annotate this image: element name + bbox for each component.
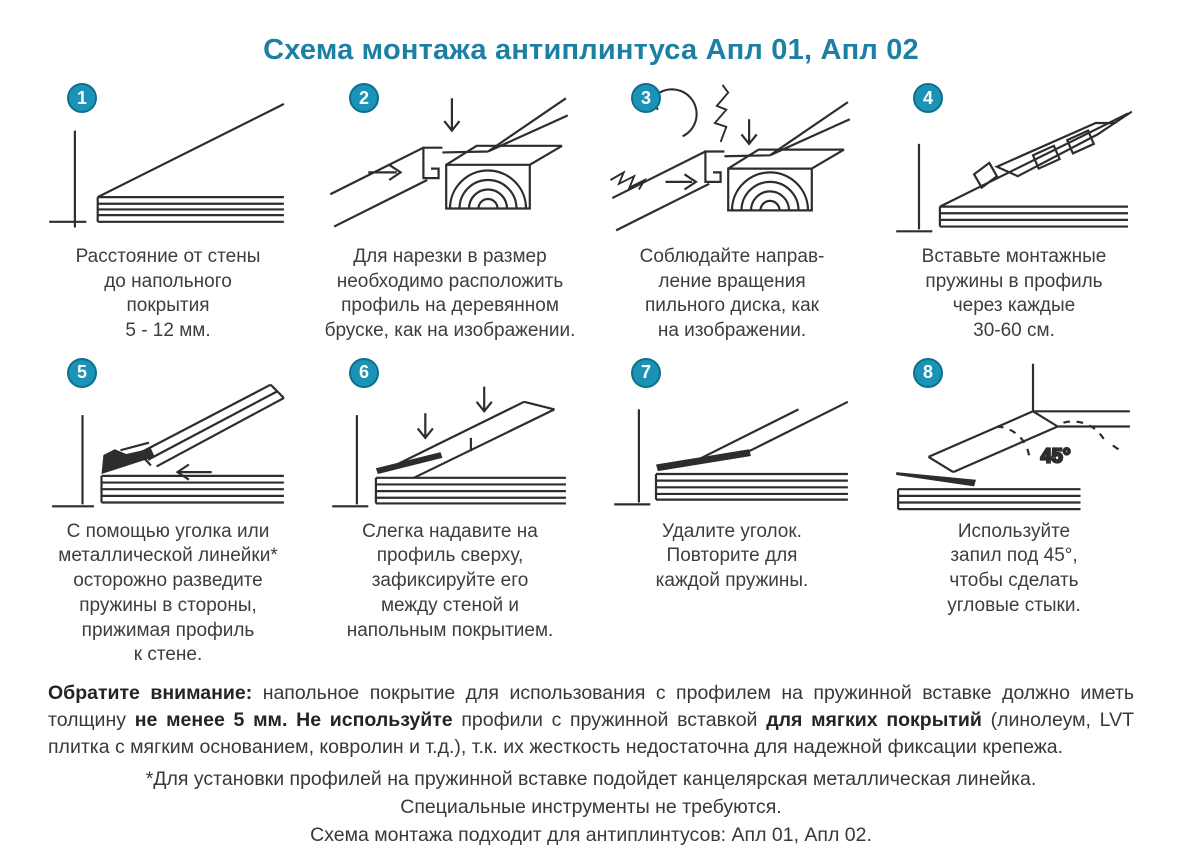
step-7-badge: 7 <box>631 358 661 388</box>
step-3-caption <box>593 245 871 344</box>
angle-label: 45° <box>1040 445 1071 468</box>
caption-line: ление вращения <box>658 270 806 292</box>
caption-line: через каждые <box>952 295 1076 317</box>
caption-line: пильного диска, как <box>645 295 819 317</box>
caption-line: Удалите уголок. <box>662 520 802 542</box>
profile-on-block-drawing <box>330 98 568 226</box>
step-4-panel <box>875 79 1153 344</box>
caption-line: Повторите для <box>666 545 798 567</box>
note-text: (линолеум, LVT плитка с мягким основанием, ковролин и т.д.), т.к. их жесткость недостаточна для надежной фиксации крепежа. <box>48 708 1134 758</box>
caption-line: Расстояние от стены <box>75 246 261 267</box>
step-3-badge: 3 <box>631 83 661 113</box>
note-text: профили с пружинной вставкой <box>452 708 767 731</box>
caption-line: запил под 45°, <box>950 545 1078 567</box>
installed-profile-drawing <box>614 402 848 505</box>
press-profile-drawing <box>332 386 566 506</box>
caption-line: металлической линейки* <box>58 545 278 567</box>
step-1-caption <box>29 245 307 344</box>
caption-line: чтобы сделать <box>949 570 1079 592</box>
step-5-badge: 5 <box>67 358 97 388</box>
step-7-panel <box>593 354 871 668</box>
caption-line: зафиксируйте его <box>371 570 529 592</box>
step-2-panel <box>311 79 589 344</box>
step-4-badge: 4 <box>913 83 943 113</box>
caption-line: пружины в стороны, <box>79 594 257 616</box>
step-4-caption <box>875 245 1153 344</box>
step-3-panel <box>593 79 871 344</box>
step-1-badge: 1 <box>67 83 97 113</box>
caption-line: Соблюдайте направ- <box>639 246 825 267</box>
caption-line: до напольного <box>104 270 232 292</box>
step-6-panel <box>311 354 589 668</box>
caption-line: С помощью уголка или <box>66 520 270 542</box>
caption-line: профиль на деревянном <box>341 295 559 317</box>
page-title: Схема монтажа антиплинтуса Апл 01, Апл 02 <box>263 34 919 66</box>
caption-line: на изображении. <box>657 320 807 342</box>
step-8-badge: 8 <box>913 358 943 388</box>
note-soft-coverings-bold: для мягких покрытий <box>766 708 982 731</box>
attention-note <box>48 680 1134 761</box>
caption-line: к стене. <box>133 644 203 666</box>
step-5-caption <box>29 520 307 668</box>
step-6-badge: 6 <box>349 358 379 388</box>
caption-line: 5 - 12 мм. <box>125 320 211 342</box>
footnote-applies-to: Схема монтажа подходит для антиплинтусов: Апл 01, Апл 02. <box>310 824 872 847</box>
step-2-caption <box>311 245 589 344</box>
caption-line: напольным покрытием. <box>346 619 554 641</box>
steps-grid <box>29 79 1153 668</box>
caption-line: Используйте <box>957 520 1071 542</box>
note-text: напольное покрытие для использования с профилем на пружинной вставке должно иметь толщину <box>48 681 1134 731</box>
footnote-ruler: *Для установки профилей на пружинной вставке подойдет канцелярская металлическая линейка. <box>145 767 1037 790</box>
footnote-no-tools: Специальные инструменты не требуются. <box>400 795 782 818</box>
caption-line: пружины в профиль <box>925 270 1103 292</box>
footnotes-block <box>0 765 1182 850</box>
step-2-badge: 2 <box>349 83 379 113</box>
caption-line: прижимая профиль <box>81 619 255 641</box>
caption-line: покрытия <box>126 295 210 317</box>
step-7-caption <box>593 520 871 594</box>
caption-line: бруске, как на изображении. <box>324 320 576 342</box>
caption-line: между стеной и <box>380 594 520 616</box>
note-thickness-bold: не менее 5 мм. Не используйте <box>134 708 453 731</box>
step-6-caption <box>311 520 589 643</box>
springs-into-profile-drawing <box>896 112 1132 232</box>
spread-springs-drawing <box>52 384 284 506</box>
caption-line: угловые стыки. <box>947 594 1081 616</box>
step-1-panel <box>29 79 307 344</box>
caption-line: каждой пружины. <box>655 570 809 592</box>
installation-diagram-page <box>0 34 1182 861</box>
caption-line: необходимо расположить <box>336 270 564 292</box>
caption-line: осторожно разведите <box>73 570 263 592</box>
caption-line: Вставьте монтажные <box>921 246 1107 267</box>
caption-line: 30-60 см. <box>973 320 1055 342</box>
wall-gap-drawing <box>49 104 284 228</box>
step-5-panel <box>29 354 307 668</box>
step-8-caption <box>875 520 1153 619</box>
caption-line: профиль сверху, <box>376 545 524 567</box>
note-attention-bold: Обратите внимание: <box>48 681 253 704</box>
step-8-panel <box>875 354 1153 668</box>
caption-line: Для нарезки в размер <box>353 246 547 267</box>
caption-line: Слегка надавите на <box>362 520 538 542</box>
